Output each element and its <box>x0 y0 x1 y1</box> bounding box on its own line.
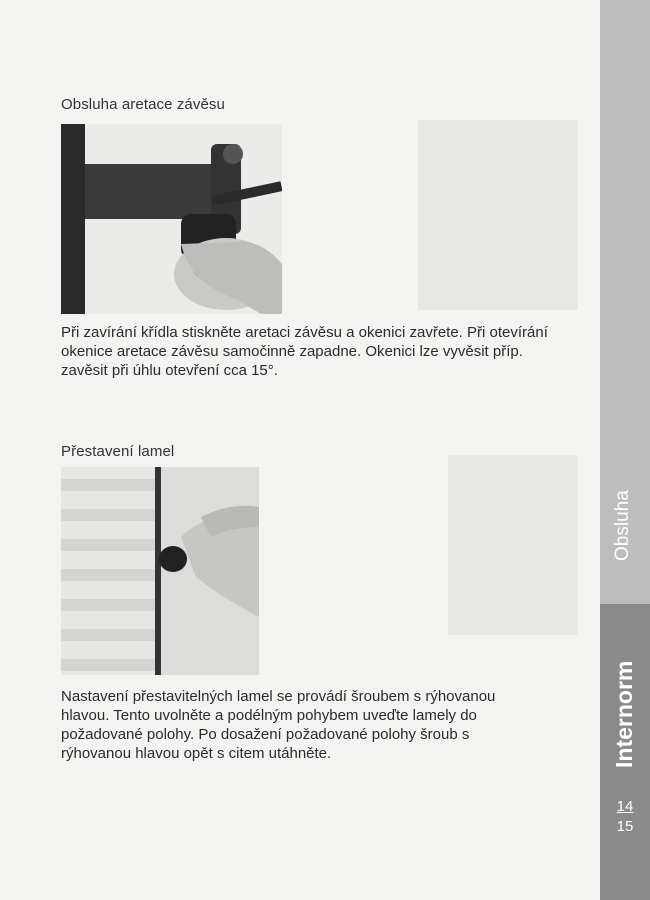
page-number-current: 14 <box>616 798 634 815</box>
hinge-lock-illustration <box>61 124 282 314</box>
slat-adjustment-illustration <box>61 467 259 675</box>
show-through-block <box>448 455 578 635</box>
page-number-next: 15 <box>616 818 634 835</box>
hinge-lock-instructions: Při zavírání křídla stiskněte aretaci závěsu a okenici zavřete. Při otevírání okenice aretace závěsu samočinně zapadne. Okenici lze vyvěsit příp. zavěsit při úhlu otevření cca 15°. <box>61 324 548 379</box>
brand-logo: Internorm <box>611 660 637 768</box>
sidebar-tab-label: Obsluha <box>612 490 633 561</box>
hinge-lock-photo <box>61 124 282 314</box>
slat-adjustment-instructions: Nastavení přestavitelných lamel se provádí šroubem s rýhovanou hlavou. Tento uvolněte a podélným pohybem uveďte lamely do požadované polohy. Po dosažení požadované polohy šroub s rýhovanou hlavou opět s citem utáhněte. <box>61 688 496 762</box>
section-heading-slat-adjustment: Přestavení lamel <box>61 443 175 460</box>
slat-adjustment-photo <box>61 467 259 675</box>
section-heading-hinge-lock: Obsluha aretace závěsu <box>61 96 225 113</box>
show-through-block <box>418 120 578 310</box>
